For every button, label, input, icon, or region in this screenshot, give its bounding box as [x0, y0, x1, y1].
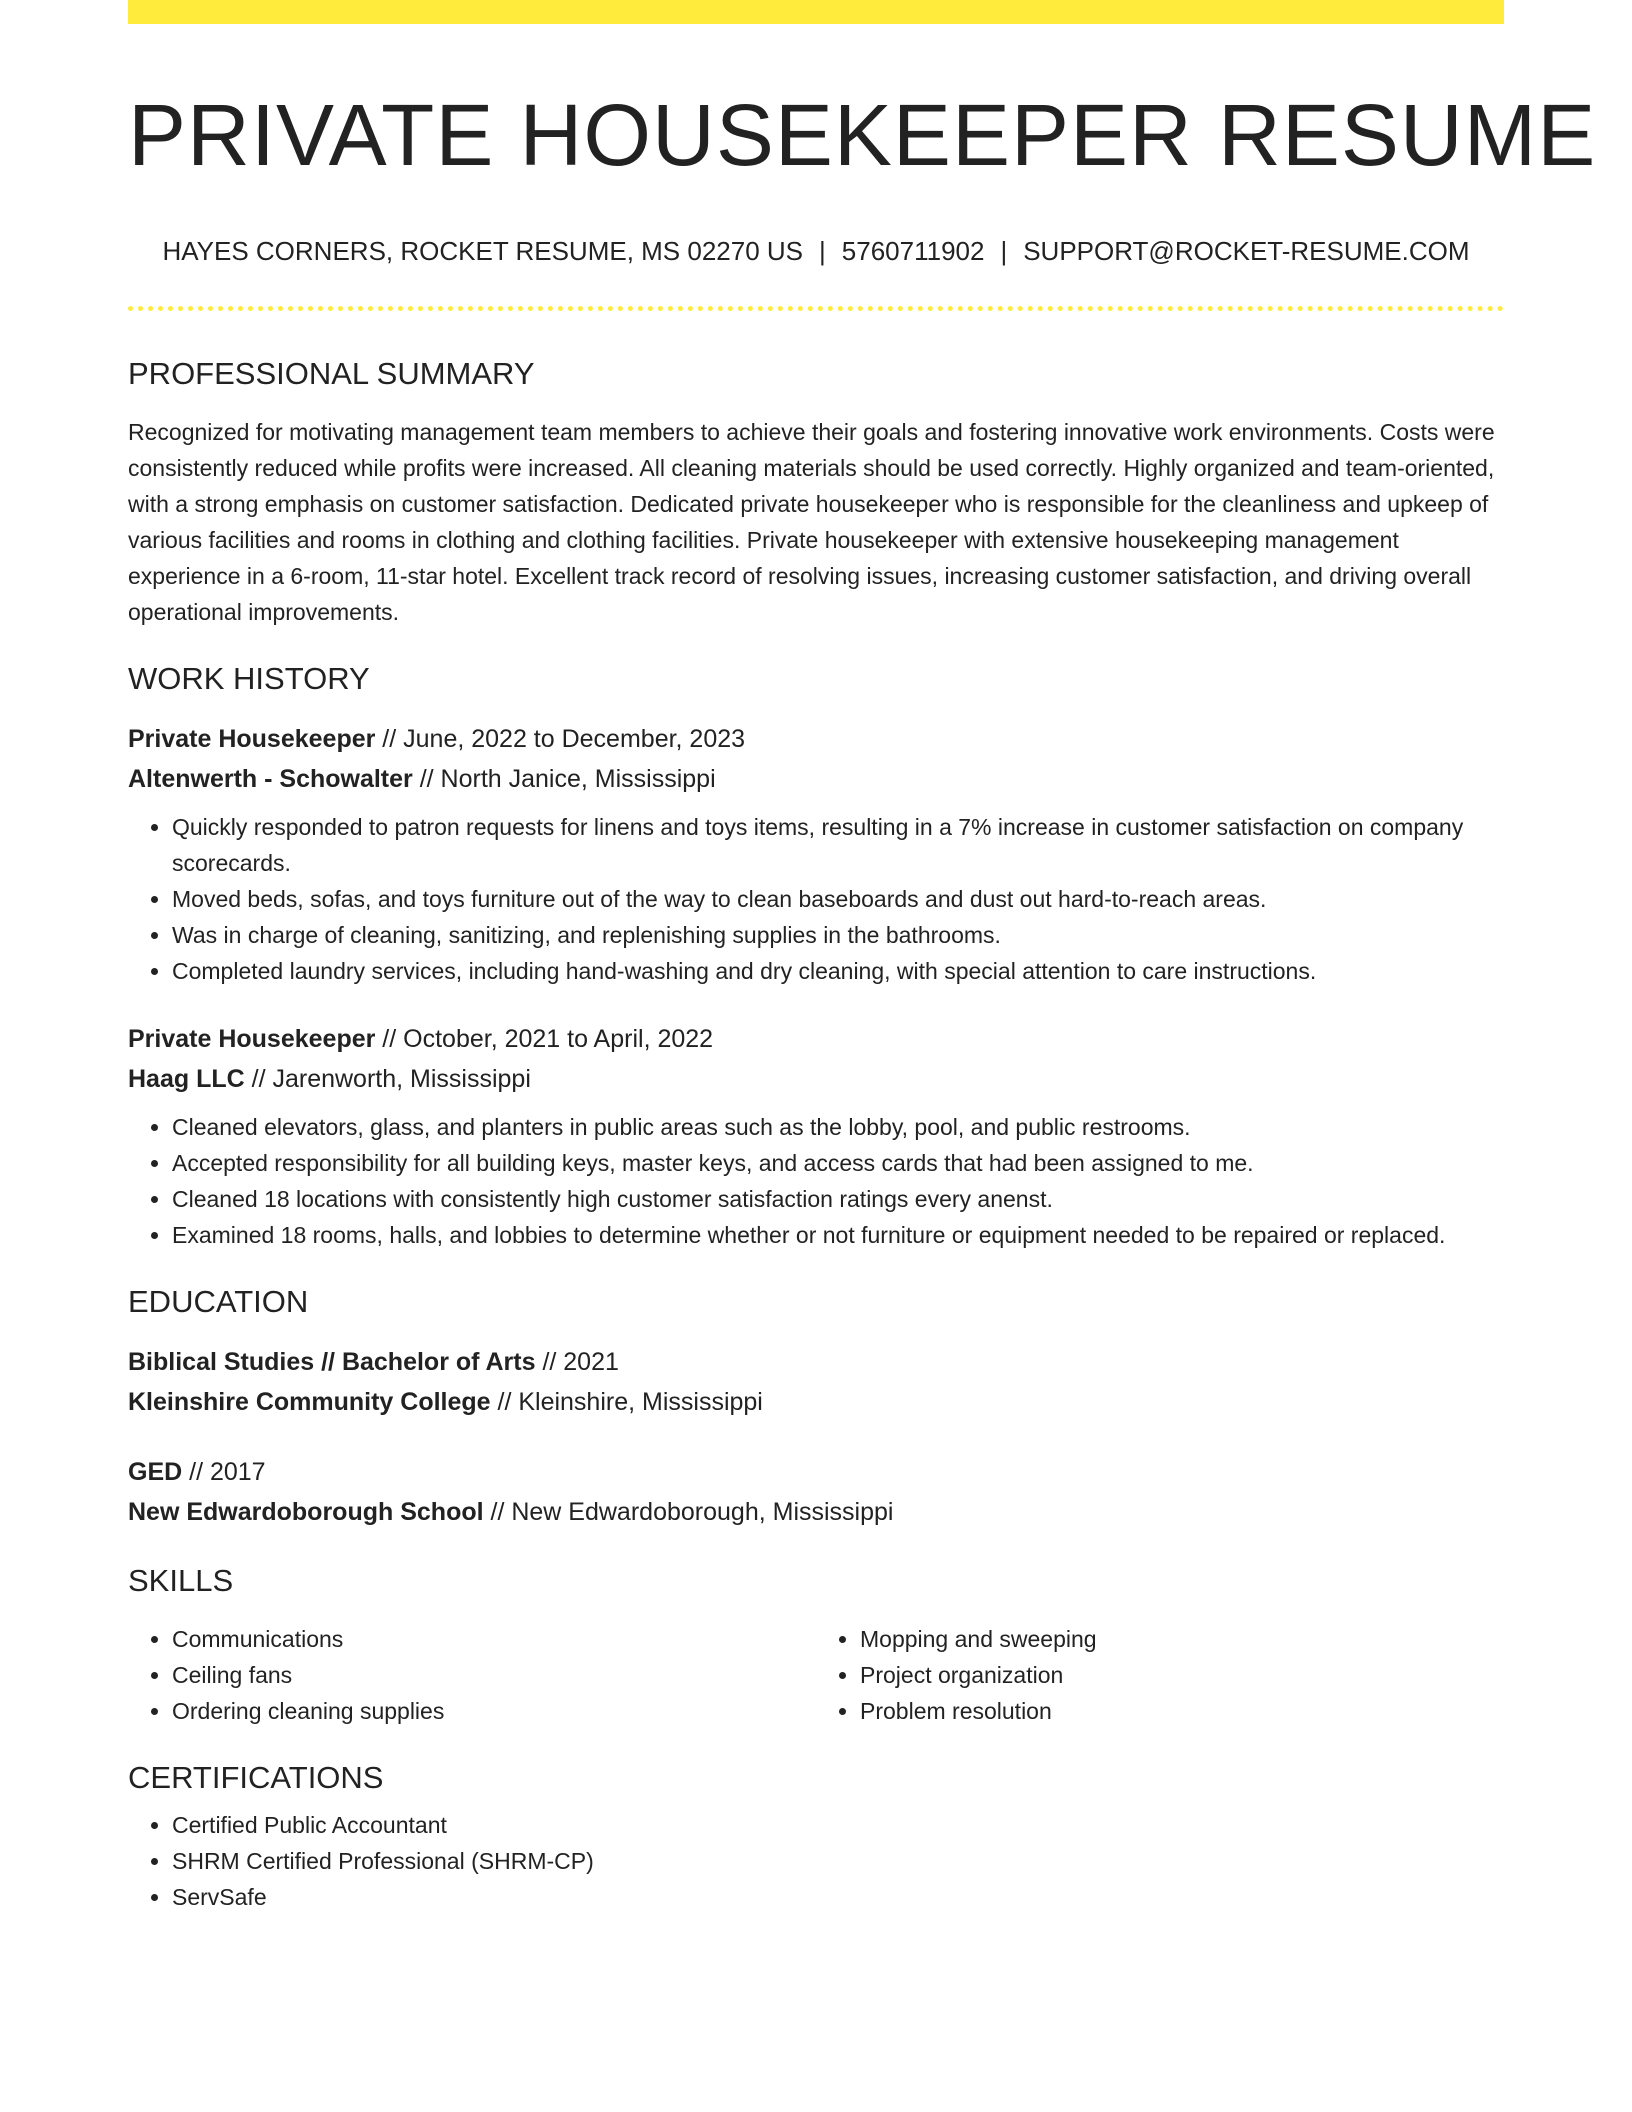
degree-line — [128, 1452, 1504, 1492]
degree-line — [128, 1342, 1504, 1382]
summary-text: Recognized for motivating management team members to achieve their goals and fostering innovative work environments. Costs were consistently reduced while profits were increased. All cleaning materials should be used correctly. Highly organized and team-oriented, with a strong emphasis on customer satisfaction. Dedicated private housekeeper who is responsible for the cleanliness and upkeep of various facilities and rooms in clothing and clothing facilities. Private housekeeper with extensive housekeeping management experience in a 6-room, 11-star hotel. Excellent track record of resolving issues, increasing customer satisfaction, and driving overall operational improvements. — [128, 418, 1495, 625]
summary-heading: PROFESSIONAL SUMMARY — [128, 355, 535, 391]
list-item: • Accepted responsibility for all building keys, master keys, and access cards that had been assigned to me. — [172, 1145, 1504, 1181]
list-item: • Moved beds, sofas, and toys furniture out of the way to clean baseboards and dust out hard-to-reach areas. — [172, 881, 1504, 917]
job-title-line — [128, 1019, 1504, 1059]
job-title-line — [128, 719, 1504, 759]
contact-separator: | — [1000, 236, 1008, 267]
list-item: • Cleaned 18 locations with consistently high customer satisfaction ratings every anenst. — [172, 1181, 1504, 1217]
work-history-heading: WORK HISTORY — [128, 660, 370, 696]
job-bullets — [128, 809, 1504, 989]
skills-section — [128, 1562, 1504, 1729]
certifications-section — [128, 1759, 1504, 1914]
job-dates: // October, 2021 to April, 2022 — [375, 1024, 714, 1053]
contact-phone: 5760711902 — [841, 236, 985, 267]
job-company: Altenwerth - Schowalter — [128, 764, 413, 793]
top-accent-bar — [128, 0, 1504, 24]
school-line — [128, 1492, 1504, 1532]
certifications-heading: CERTIFICATIONS — [128, 1760, 384, 1796]
list-item: • Project organization — [860, 1657, 1504, 1693]
job-bullets — [128, 1109, 1504, 1253]
list-item: • ServSafe — [172, 1879, 1504, 1915]
list-item: • SHRM Certified Professional (SHRM-CP) — [172, 1843, 1504, 1879]
skills-heading: SKILLS — [128, 1563, 234, 1599]
school-location: // Kleinshire, Mississippi — [490, 1388, 763, 1417]
school-line — [128, 1382, 1504, 1422]
job-location: // North Janice, Mississippi — [412, 764, 716, 793]
job-company-line — [128, 1059, 1504, 1099]
list-item: • Was in charge of cleaning, sanitizing, and replenishing supplies in the bathrooms. — [172, 917, 1504, 953]
list-item: • Examined 18 rooms, halls, and lobbies to determine whether or not furniture or equipment needed to be repaired or replaced. — [172, 1217, 1504, 1253]
skills-left-column — [128, 1621, 816, 1729]
education-heading: EDUCATION — [128, 1283, 309, 1319]
job-dates: // June, 2022 to December, 2023 — [375, 724, 746, 753]
education-section — [128, 1283, 1504, 1532]
work-history-section — [128, 660, 1504, 1253]
list-item: • Ordering cleaning supplies — [172, 1693, 816, 1729]
job-company-line — [128, 759, 1504, 799]
job-company: Haag LLC — [128, 1064, 245, 1093]
school-name: New Edwardoborough School — [128, 1498, 484, 1527]
contact-separator: | — [819, 236, 826, 267]
contact-email: SUPPORT@ROCKET-RESUME.COM — [1023, 236, 1470, 267]
skills-right-column — [816, 1621, 1504, 1729]
school-name: Kleinshire Community College — [128, 1388, 491, 1417]
list-item: • Communications — [172, 1621, 816, 1657]
degree-year: // 2021 — [535, 1348, 619, 1377]
list-item: • Ceiling fans — [172, 1657, 816, 1693]
degree-name: Biblical Studies // Bachelor of Arts — [128, 1348, 536, 1377]
job-title: Private Housekeeper — [128, 724, 376, 753]
contact-line — [128, 236, 1504, 267]
degree-name: GED — [128, 1458, 183, 1487]
degree-year: // 2017 — [182, 1458, 266, 1487]
page-title: PRIVATE HOUSEKEEPER RESUME — [128, 87, 1597, 184]
list-item: • Cleaned elevators, glass, and planters in public areas such as the lobby, pool, and public restrooms. — [172, 1109, 1504, 1145]
resume-page — [128, 0, 1597, 1915]
header-divider — [128, 306, 1504, 311]
list-item: • Quickly responded to patron requests for linens and toys items, resulting in a 7% increase in customer satisfaction on company scorecards. — [172, 809, 1504, 881]
list-item: • Mopping and sweeping — [860, 1621, 1504, 1657]
job-title: Private Housekeeper — [128, 1024, 376, 1053]
list-item: • Problem resolution — [860, 1693, 1504, 1729]
skills-grid — [128, 1621, 1504, 1729]
contact-address: HAYES CORNERS, ROCKET RESUME, MS 02270 US — [162, 236, 804, 267]
school-location: // New Edwardoborough, Mississippi — [483, 1498, 894, 1527]
list-item: • Certified Public Accountant — [172, 1807, 1504, 1843]
certifications-list — [128, 1807, 1504, 1915]
list-item: • Completed laundry services, including hand-washing and dry cleaning, with special attention to care instructions. — [172, 953, 1504, 989]
job-location: // Jarenworth, Mississippi — [244, 1064, 531, 1093]
